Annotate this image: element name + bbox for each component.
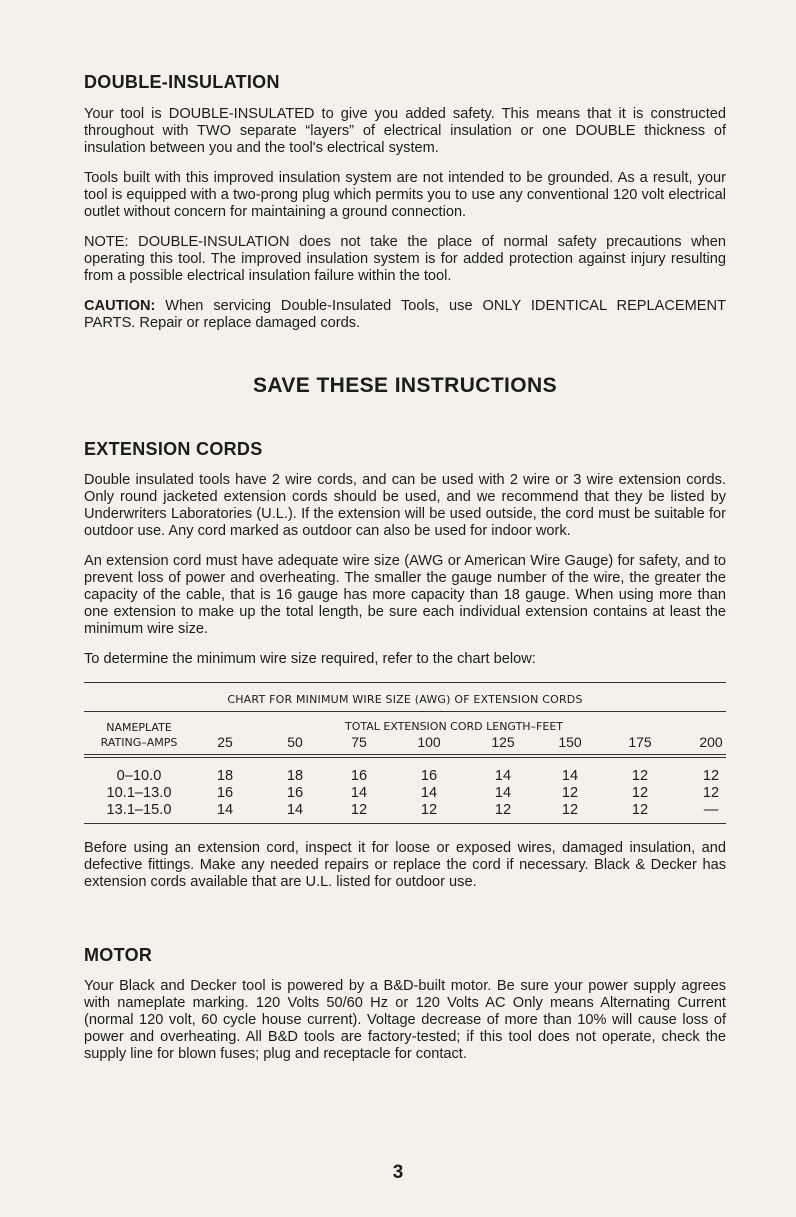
gauge-cell: 18: [286, 768, 304, 784]
gauge-cell: 16: [420, 768, 438, 784]
amps-cell: 0–10.0: [116, 768, 162, 784]
gauge-cell: 12: [561, 785, 579, 801]
gauge-cell: 12: [350, 802, 368, 818]
gauge-cell: —: [703, 802, 719, 818]
table-row: [84, 768, 726, 785]
caution-text: When servicing Double-Insulated Tools, use ONLY IDENTICAL REPLACEMENT PARTS. Repair or replace damaged cords.: [84, 298, 726, 331]
chart-body: [84, 758, 726, 823]
extension-cords-paragraph-2: An extension cord must have adequate wire size (AWG or American Wire Gauge) for safety, and to prevent loss of power and overheating. The smaller the gauge number of the wire, the greater the capacity of the cable, that is 16 gauge has more capacity than 18 gauge. When using more than one extension to make up the total length, be sure each individual extension contains at least the minimum wire size.: [84, 553, 726, 637]
wire-size-chart: [84, 682, 726, 824]
gauge-cell: 12: [561, 802, 579, 818]
extension-cords-inspection-paragraph: Before using an extension cord, inspect it for loose or exposed wires, damaged insulation, and defective fittings. Make any needed repairs or replace the cord if necessary. Black & Decker has extension cords available that are U.L. listed for outdoor use.: [84, 840, 726, 890]
double-insulation-heading: DOUBLE-INSULATION: [84, 72, 280, 92]
length-header-150: 150: [558, 734, 582, 750]
gauge-cell: 16: [286, 785, 304, 801]
caution-label: CAUTION:: [84, 298, 156, 314]
length-header-200: 200: [699, 734, 723, 750]
gauge-cell: 12: [631, 785, 649, 801]
motor-heading: MOTOR: [84, 945, 153, 965]
chart-bottom-rule: [84, 823, 726, 824]
table-row: [84, 802, 726, 819]
table-row: [84, 785, 726, 802]
nameplate-header-line-2: RATING–AMPS: [100, 736, 178, 749]
gauge-cell: 14: [350, 785, 368, 801]
nameplate-header-line-1: NAMEPLATE: [106, 721, 172, 734]
gauge-cell: 16: [350, 768, 368, 784]
chart-title: CHART FOR MINIMUM WIRE SIZE (AWG) OF EXTENSION CORDS: [227, 693, 583, 706]
gauge-cell: 14: [286, 802, 304, 818]
gauge-cell: 12: [420, 802, 438, 818]
nameplate-header: [84, 720, 194, 750]
extension-cords-heading: EXTENSION CORDS: [84, 439, 263, 459]
save-instructions-heading: SAVE THESE INSTRUCTIONS: [252, 374, 557, 397]
page-number: 3: [392, 1162, 404, 1183]
caution-paragraph: [84, 298, 726, 332]
length-header-125: 125: [491, 734, 515, 750]
double-insulation-paragraph-2: Tools built with this improved insulation system are not intended to be grounded. As a result, your tool is equipped with a two-prong plug which permits you to use any conventional 120 volt electrical outlet without concern for maintaining a ground connection.: [84, 170, 726, 220]
gauge-cell: 16: [216, 785, 234, 801]
double-insulation-note: NOTE: DOUBLE-INSULATION does not take the place of normal safety precautions when operating this tool. The improved insulation system is for added protection against injury resulting from a possible electrical insulation failure within the tool.: [84, 234, 726, 284]
gauge-cell: 14: [494, 785, 512, 801]
gauge-cell: 12: [494, 802, 512, 818]
gauge-cell: 12: [631, 768, 649, 784]
amps-cell: 13.1–15.0: [106, 802, 172, 818]
gauge-cell: 12: [702, 768, 720, 784]
gauge-cell: 14: [561, 768, 579, 784]
gauge-cell: 14: [494, 768, 512, 784]
total-length-header: TOTAL EXTENSION CORD LENGTH–FEET: [344, 720, 564, 733]
length-header-100: 100: [417, 734, 441, 750]
amps-cell: 10.1–13.0: [106, 785, 172, 801]
double-insulation-paragraph-1: Your tool is DOUBLE-INSULATED to give you added safety. This means that it is constructed throughout with TWO separate “layers” of electrical insulation or one DOUBLE thickness of insulation between you and the tool's electrical system.: [84, 106, 726, 156]
length-header-75: 75: [351, 734, 367, 750]
gauge-cell: 14: [216, 802, 234, 818]
gauge-cell: 12: [631, 802, 649, 818]
gauge-cell: 14: [420, 785, 438, 801]
extension-cords-paragraph-3: To determine the minimum wire size required, refer to the chart below:: [84, 651, 536, 667]
length-header-50: 50: [287, 734, 303, 750]
motor-paragraph: Your Black and Decker tool is powered by a B&D-built motor. Be sure your power supply agrees with nameplate marking. 120 Volts 50/60 Hz or 120 Volts AC Only means Alternating Current (normal 120 volt, 60 cycle house current). Voltage decrease of more than 10% will cause loss of power and overheating. All B&D tools are factory-tested; if this tool does not operate, check the supply line for blown fuses; plug and receptacle for contact.: [84, 978, 726, 1062]
chart-header: [84, 712, 726, 754]
gauge-cell: 18: [216, 768, 234, 784]
gauge-cell: 12: [702, 785, 720, 801]
length-header-25: 25: [217, 734, 233, 750]
length-header-175: 175: [628, 734, 652, 750]
extension-cords-paragraph-1: Double insulated tools have 2 wire cords, and can be used with 2 wire or 3 wire extension cords. Only round jacketed extension cords should be used, and we recommend that they be listed by Underwriters Laboratories (U.L.). If the extension will be used outside, the cord must be suitable for outdoor use. Any cord marked as outdoor can also be used for indoor work.: [84, 472, 726, 539]
page-content: [84, 72, 726, 1063]
